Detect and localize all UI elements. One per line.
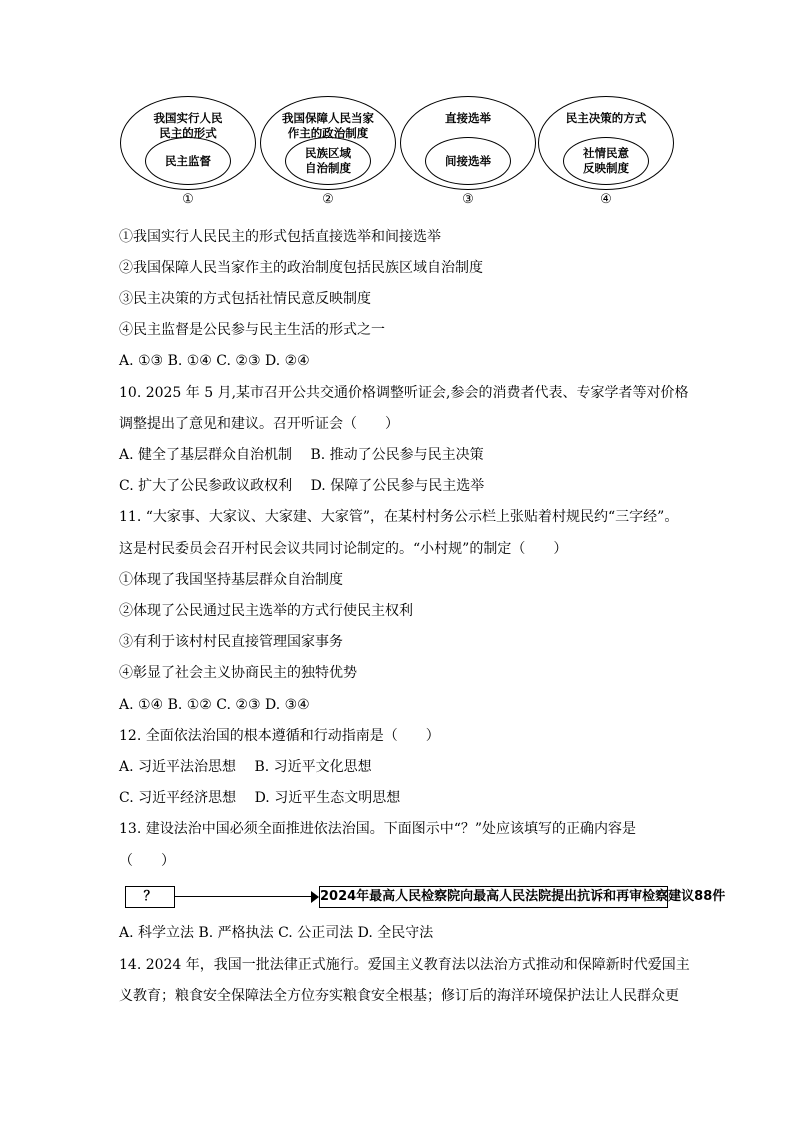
venn-diagram-1 xyxy=(120,96,256,208)
inner-ellipse xyxy=(425,137,511,185)
outer-label-line: 民主决策的方式 xyxy=(565,111,647,125)
inner-label-line: 反映制度 xyxy=(583,161,629,175)
outer-ellipse xyxy=(538,96,674,190)
statement-3: ③有利于该村村民直接管理国家事务 xyxy=(119,634,343,650)
flow-diagram xyxy=(125,886,726,910)
answer-options-q10: A. 健全了基层群众自治机制 B. 推动了公民参与民主决策 xyxy=(119,447,484,463)
inner-label-line: 间接选举 xyxy=(445,153,491,168)
outer-label-line: 我国保障人民当家 xyxy=(282,111,374,125)
venn-diagram-3 xyxy=(400,96,536,208)
statement-3: ③民主决策的方式包括社情民意反映制度 xyxy=(119,291,371,307)
inner-label-line: 民主监督 xyxy=(165,153,211,168)
question-11-text: 这是村民委员会召开村民会议共同讨论制定的。“小村规”的制定（ ） xyxy=(119,541,568,557)
diagram-number: ② xyxy=(322,192,334,207)
answer-options-q9: A. ①③ B. ①④ C. ②③ D. ②④ xyxy=(119,353,310,369)
statement-2: ②体现了公民通过民主选举的方式行使民主权利 xyxy=(119,603,413,619)
outer-ellipse xyxy=(400,96,536,190)
answer-options-q13: A. 科学立法 B. 严格执法 C. 公正司法 D. 全民守法 xyxy=(119,925,434,941)
question-13-text: 13. 建设法治中国必须全面推进依法治国。下面图示中“？”处应该填写的正确内容是 xyxy=(119,821,637,837)
outer-label-line: 直接选举 xyxy=(445,111,491,125)
arrow-head-icon xyxy=(311,891,319,903)
inner-label-line: 自治制度 xyxy=(305,161,351,175)
arrow-line xyxy=(175,896,315,897)
statement-4: ④彰显了社会主义协商民主的独特优势 xyxy=(119,665,357,681)
statement-4: ④民主监督是公民参与民主生活的形式之一 xyxy=(119,322,385,338)
outer-ellipse xyxy=(260,96,396,190)
statement-1: ①我国实行人民民主的形式包括直接选举和间接选举 xyxy=(119,229,441,245)
inner-ellipse xyxy=(145,137,231,185)
diagram-number: ① xyxy=(182,192,194,207)
inner-label-line: 社情民意 xyxy=(583,146,629,160)
flow-result-box: 2024年最高人民检察院向最高人民法院提出抗诉和再审检察建议88件 xyxy=(319,886,668,908)
inner-label-line: 民族区域 xyxy=(305,146,351,160)
question-12-text: 12. 全面依法治国的根本遵循和行动指南是（ ） xyxy=(119,728,440,744)
question-10-text: 调整提出了意见和建议。召开听证会（ ） xyxy=(119,416,399,432)
outer-label-line: 我国实行人民 xyxy=(153,111,223,125)
venn-diagram-row xyxy=(120,96,680,208)
question-11-text: 11. “大家事、大家议、大家建、大家管”，在某村村务公示栏上张贴着村规民约“三字经”。 xyxy=(119,509,679,525)
question-13-text: （ ） xyxy=(119,853,175,869)
answer-options-q11: A. ①④ B. ①② C. ②③ D. ③④ xyxy=(119,697,310,713)
question-10-text: 10. 2025 年 5 月,某市召开公共交通价格调整听证会,参会的消费者代表、专家学者等对价格 xyxy=(119,385,689,401)
outer-label-line: 民主的形式 xyxy=(159,126,217,140)
statement-1: ①体现了我国坚持基层群众自治制度 xyxy=(119,572,343,588)
outer-label xyxy=(401,111,535,126)
diagram-number: ④ xyxy=(600,192,612,207)
inner-ellipse xyxy=(285,137,371,185)
statement-2: ②我国保障人民当家作主的政治制度包括民族区域自治制度 xyxy=(119,260,483,276)
answer-options-q12: A. 习近平法治思想 B. 习近平文化思想 xyxy=(119,759,372,775)
question-mark-box: ？ xyxy=(125,886,175,908)
diagram-number: ③ xyxy=(462,192,474,207)
outer-label xyxy=(539,111,673,126)
question-14-text: 义教育；粮食安全保障法全方位夯实粮食安全根基；修订后的海洋环境保护法让人民群众更 xyxy=(119,988,679,1004)
outer-ellipse xyxy=(120,96,256,190)
question-14-text: 14. 2024 年，我国一批法律正式施行。爱国主义教育法以法治方式推动和保障新时代爱国主 xyxy=(119,957,690,973)
inner-ellipse xyxy=(563,137,649,185)
venn-diagram-2 xyxy=(260,96,396,208)
outer-label-line: 作主的政治制度 xyxy=(287,126,369,140)
venn-diagram-4 xyxy=(538,96,674,208)
answer-options-q10: C. 扩大了公民参政议政权利 D. 保障了公民参与民主选举 xyxy=(119,478,485,494)
answer-options-q12: C. 习近平经济思想 D. 习近平生态文明思想 xyxy=(119,790,401,806)
